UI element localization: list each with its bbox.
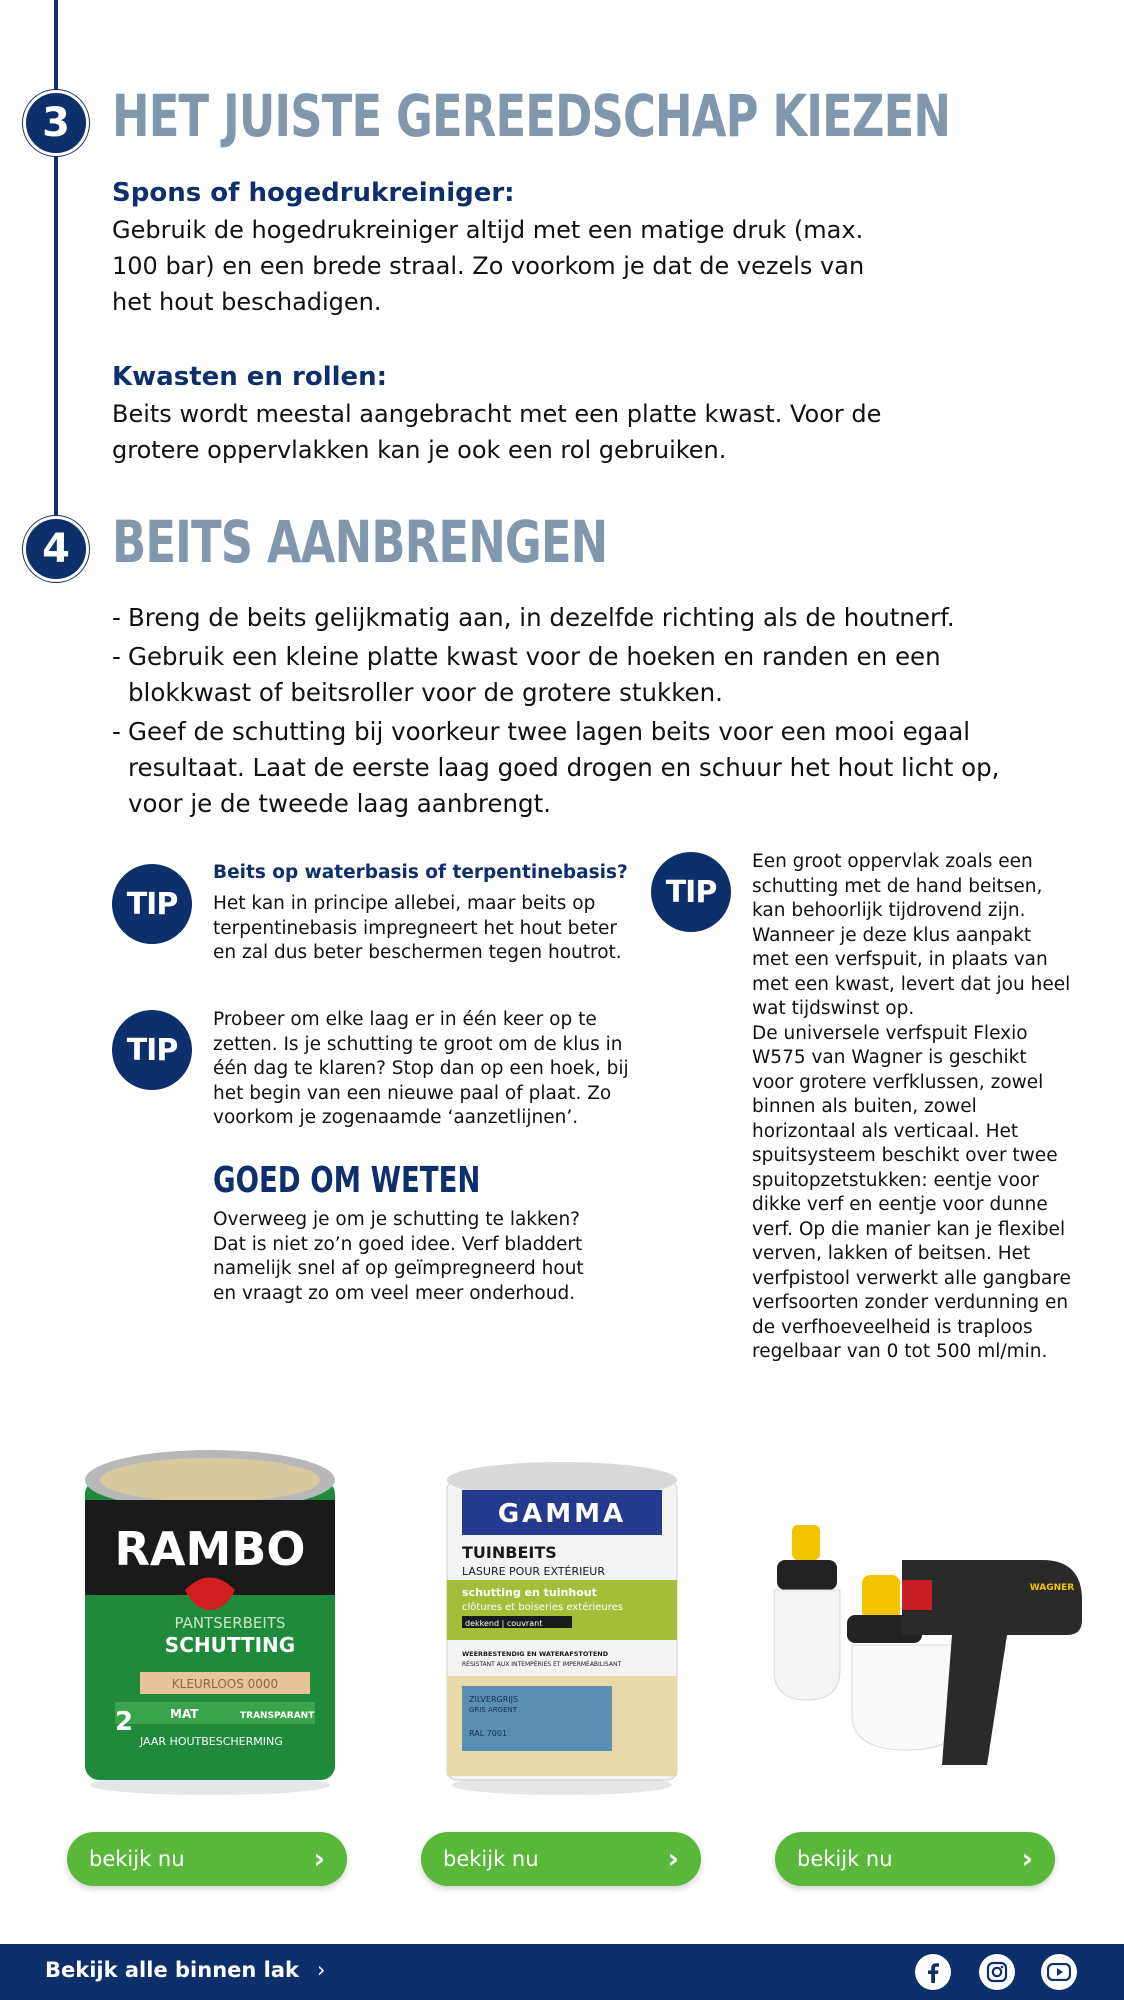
cta-label: bekijk nu [89, 1847, 185, 1871]
tip-1-text: Het kan in principe allebei, maar beits op terpentinebasis impregneert het hout beter en zal dus beter beschermen tegen houtrot. [213, 893, 622, 963]
section-4-title: BEITS AANBRENGEN [112, 508, 608, 576]
list-item: - Geef de schutting bij voorkeur twee lagen beits voor een mooi egaal resultaat. Laat de eerste laag goed drogen en schuur het hout licht op, voor je de tweede laag aanbrengt. [112, 714, 1042, 822]
cta-label: bekijk nu [443, 1847, 539, 1871]
product-rambo-image[interactable] [55, 1440, 365, 1800]
good-to-know-text: Overweeg je om je schutting te lakken? Dat is niet zo’n goed idee. Verf bladdert namelijk snel af op geïmpregneerd hout en vraagt zo om veel meer onderhoud. [213, 1209, 584, 1304]
good-to-know-title: GOED OM WETEN [213, 1160, 481, 1201]
gamma-color-label: ZILVERGRIJS [469, 1695, 519, 1704]
tip-badge: TIP [651, 852, 731, 932]
gamma-line4: clôtures et boiseries extérieures [462, 1602, 623, 1613]
cta-label: bekijk nu [797, 1847, 893, 1871]
gamma-line1: TUINBEITS [462, 1543, 557, 1562]
tip-1-title: Beits op waterbasis of terpentinebasis? [213, 862, 628, 883]
tip-badge: TIP [112, 864, 192, 944]
tip-2-text: Probeer om elke laag er in één keer op te zetten. Is je schutting te groot om de klus in één dag te klaren? Stop dan op een hoek, bij het begin van een nieuwe paal of plaat. Zo voorkom je zogenaamde ‘aanzetlijnen’. [213, 1009, 629, 1128]
brushes-subheading: Kwasten en rollen: [112, 362, 388, 392]
list-item: - Breng de beits gelijkmatig aan, in dezelfde richting als de houtnerf. [112, 600, 1042, 636]
timeline-line [54, 0, 58, 520]
application-steps-list [112, 600, 1042, 825]
footer-link-label: Bekijk alle binnen lak [45, 1958, 299, 1982]
view-wagner-button[interactable] [775, 1832, 1055, 1886]
tip-3-text: Een groot oppervlak zoals een schutting met de hand beitsen, kan behoorlijk tijdrovend zijn. Wanneer je deze klus aanpakt met een verfspuit, in plaats van met een kwast, levert dat jou heel wat tijdswinst op. De universele verfspuit Flexio W575 van Wagner is geschikt voor grotere verfklussen, zowel binnen als buiten, zowel horizontaal als verticaal. Het spuitsysteem beschikt over twee spuitopzetstukken: eentje voor dikke verf en eentje voor dunne verf. Op die manier kan je flexibel verven, lakken of beitsen. Het verfpistool verwerkt alle gangbare verfsoorten zonder verdunning en de verfhoeveelheid is traploos regelbaar van 0 tot 500 ml/min. [752, 851, 1071, 1362]
gamma-line6: WEERBESTENDIG EN WATERAFSTOTEND [462, 1650, 609, 1658]
facebook-icon[interactable] [915, 1954, 951, 1990]
rambo-protection: JAAR HOUTBESCHERMING [140, 1735, 283, 1748]
chevron-right-icon: › [667, 1842, 679, 1875]
view-gamma-button[interactable] [421, 1832, 701, 1886]
rambo-finish: MAT [170, 1707, 199, 1721]
product-wagner-image[interactable] [752, 1440, 1075, 1800]
gamma-color-label-fr: GRIS ARGENT [469, 1706, 518, 1714]
gamma-ral: RAL 7001 [469, 1729, 508, 1738]
rambo-number: 2 [115, 1707, 134, 1737]
chevron-right-icon: › [313, 1842, 325, 1875]
instagram-icon[interactable] [979, 1954, 1015, 1990]
rambo-line2: SCHUTTING [164, 1633, 296, 1657]
rambo-line1: PANTSERBEITS [174, 1614, 286, 1632]
gamma-line7: RÉSISTANT AUX INTEMPÉRIES ET IMPERMÉABILISANT [462, 1661, 622, 1668]
gamma-line2: LASURE POUR EXTÉRIEUR [462, 1565, 606, 1578]
gamma-line3: schutting en tuinhout [462, 1586, 597, 1599]
youtube-icon[interactable] [1041, 1954, 1077, 1990]
footer-bar [0, 1944, 1124, 2000]
wagner-brand: WAGNER [1029, 1583, 1075, 1593]
chevron-right-icon: › [316, 1958, 326, 1982]
view-rambo-button[interactable] [67, 1832, 347, 1886]
sponge-subheading: Spons of hogedrukreiniger: [112, 178, 515, 208]
tip-badge: TIP [112, 1010, 192, 1090]
rambo-color-label: KLEURLOOS 0000 [171, 1677, 279, 1691]
step-number-3: 3 [23, 90, 89, 156]
footer-link-interior-paint[interactable] [45, 1958, 325, 1982]
rambo-finish2: TRANSPARANT [240, 1711, 315, 1721]
step-number-4: 4 [23, 516, 89, 582]
sponge-text: Gebruik de hogedrukreiniger altijd met een matige druk (max. 100 bar) en een brede straal. Zo voorkom je dat de vezels van het hout beschadigen. [112, 216, 865, 316]
product-gamma-image[interactable] [407, 1440, 717, 1800]
rambo-brand: RAMBO [114, 1522, 306, 1576]
gamma-brand: GAMMA [497, 1499, 627, 1529]
list-item: - Gebruik een kleine platte kwast voor de hoeken en randen en een blokkwast of beitsroller voor de grotere stukken. [112, 639, 1042, 711]
brushes-text: Beits wordt meestal aangebracht met een platte kwast. Voor de grotere oppervlakken kan je ook een rol gebruiken. [112, 400, 882, 464]
chevron-right-icon: › [1021, 1842, 1033, 1875]
section-3-title: HET JUISTE GEREEDSCHAP KIEZEN [112, 82, 951, 150]
gamma-line5: dekkend | couvrant [465, 1619, 543, 1628]
